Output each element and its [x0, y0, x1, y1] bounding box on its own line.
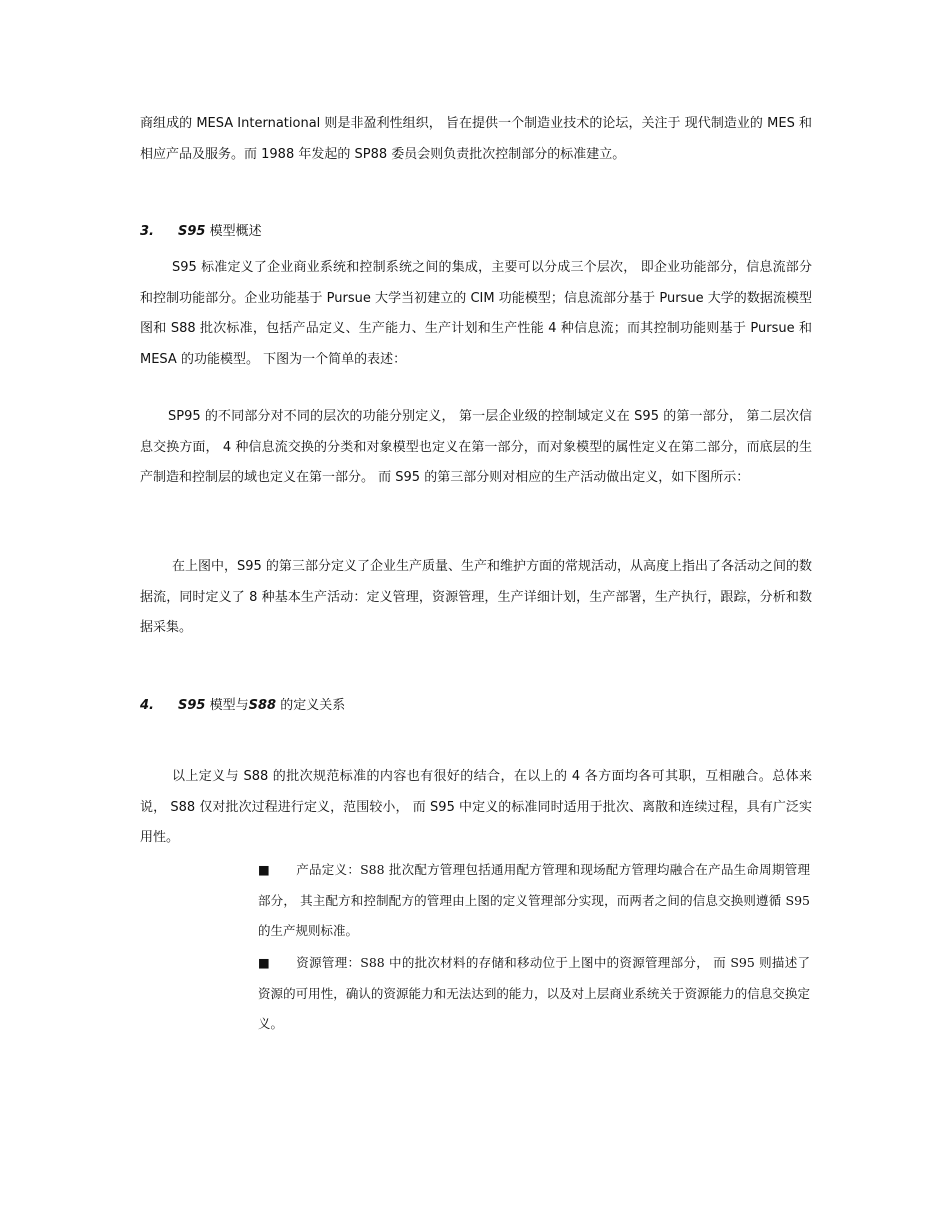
bullet-text: 资源管理：S88 中的批次材料的存储和移动位于上图中的资源管理部分， 而 S95 则描述了资源的可用性，确认的资源能力和无法达到的能力，以及对上层商业系统关于资源能力的信息交换定义。 [258, 955, 810, 1031]
bullet-resource-management [258, 948, 810, 1040]
section-code-s95: S95 [178, 698, 206, 713]
section-code: S95 [178, 224, 206, 239]
section-heading-3 [140, 222, 262, 242]
paragraph-s88-relation: 以上定义与 S88 的批次规范标准的内容也有很好的结合，在以上的 4 各方面均各可其职，互相融合。总体来说， S88 仅对批次过程进行定义，范围较小， 而 S95 中定义的标准同时适用于批次、离散和连续过程，具有广泛实用性。 [140, 769, 812, 845]
section-title: 的定义关系 [276, 698, 346, 713]
bullet-square-icon: ■ [258, 955, 270, 970]
paragraph-s95-overview: S95 标准定义了企业商业系统和控制系统之间的集成，主要可以分成三个层次， 即企业功能部分，信息流部分和控制功能部分。企业功能基于 Pursue 大学当初建立的 CIM 功能模型；信息流部分基于 Pursue 大学的数据流模型图和 S88 批次标准，包括产品定义、生产能力、生产计划和生产性能 4 种信息流；而其控制功能则基于 Pursue 和 MESA 的功能模型。 下图为一个简单的表述： [140, 260, 812, 367]
section-title: 模型概述 [205, 224, 262, 239]
section-number: 3. [140, 224, 154, 239]
bullet-text: 产品定义：S88 批次配方管理包括通用配方管理和现场配方管理均融合在产品生命周期管理部分， 其主配方和控制配方的管理由上图的定义管理部分实现，而两者之间的信息交换则遵循 S95 的生产规则标准。 [258, 862, 810, 938]
section-title-mid: 模型与 [205, 698, 249, 713]
section-heading-4 [140, 696, 345, 716]
paragraph-sp95-parts: SP95 的不同部分对不同的层次的功能分别定义， 第一层企业级的控制域定义在 S95 的第一部分， 第二层次信息交换方面， 4 种信息流交换的分类和对象模型也定义在第一部分，而对象模型的属性定义在第二部分，而底层的生产制造和控制层的域也定义在第一部分。 而 S95 的第三部分则对相应的生产活动做出定义，如下图所示： [140, 409, 812, 485]
paragraph-s95-part3: 在上图中，S95 的第三部分定义了企业生产质量、生产和维护方面的常规活动，从高度上指出了各活动之间的数据流，同时定义了 8 种基本生产活动：定义管理，资源管理，生产详细计划，生产部署，生产执行，跟踪，分析和数据采集。 [140, 559, 812, 635]
section-code-s88: S88 [248, 698, 277, 713]
bullet-product-definition [258, 855, 810, 947]
paragraph-mesa-intro: 商组成的 MESA International 则是非盈利性组织， 旨在提供一个制造业技术的论坛，关注于 现代制造业的 MES 和相应产品及服务。而 1988 年发起的 SP88 委员会则负责批次控制部分的标准建立。 [140, 116, 812, 162]
bullet-square-icon: ■ [258, 862, 270, 877]
section-number: 4. [140, 698, 154, 713]
